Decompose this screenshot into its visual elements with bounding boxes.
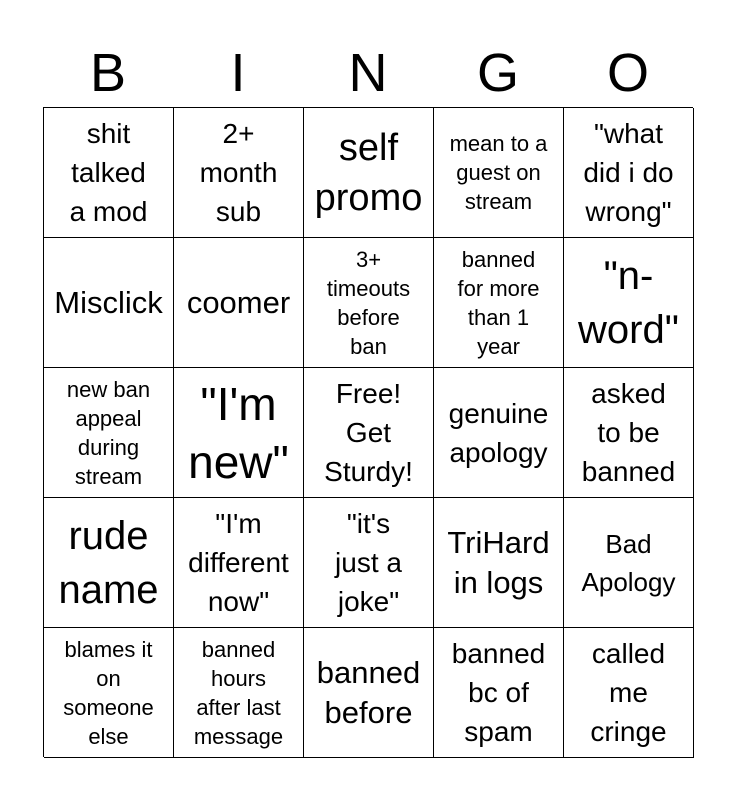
cell-text: self promo [314,126,423,219]
bingo-cell[interactable] [564,498,694,628]
bingo-cell[interactable] [564,238,694,368]
cell-text: genuine apology [448,397,549,468]
cell-text: Misclick [54,284,163,320]
cell-text: TriHard in logs [447,524,550,600]
cell-text: called me cringe [590,638,667,747]
bingo-cell[interactable] [434,108,564,238]
bingo-cell[interactable] [44,368,174,498]
cell-text: banned hours after last message [193,636,284,749]
bingo-cell[interactable] [44,108,174,238]
header-letter-i: I [230,43,246,103]
cell-text: Free! Get Sturdy! [324,378,413,487]
bingo-cell[interactable] [174,498,304,628]
cell-text: blames it on someone else [63,636,154,749]
cell-text: banned for more than 1 year [457,246,540,359]
bingo-cell[interactable] [564,368,694,498]
cell-text: banned before [316,654,421,730]
bingo-cell[interactable] [44,498,174,628]
cell-text: mean to a guest on stream [449,131,548,214]
bingo-cell[interactable] [174,108,304,238]
header-letter-n: N [348,43,388,103]
cell-text: shit talked a mod [69,118,148,227]
cell-text: 3+ timeouts before ban [326,246,411,359]
header-letter-g: G [476,43,519,103]
bingo-cell[interactable] [434,238,564,368]
cell-text: 2+ month sub [199,118,278,227]
bingo-cell[interactable] [174,628,304,758]
cell-text: "it's just a joke" [335,508,402,617]
bingo-cell[interactable] [434,628,564,758]
bingo-board [43,107,693,757]
cell-text: Bad Apology [581,528,676,597]
cell-text: "n- word" [578,253,679,352]
bingo-cell[interactable] [564,628,694,758]
header-letter-o: O [606,43,649,103]
cell-text: asked to be banned [581,378,676,487]
bingo-cell[interactable] [304,498,434,628]
bingo-cell[interactable] [434,368,564,498]
bingo-cell[interactable] [174,368,304,498]
cell-text: banned bc of spam [451,638,546,747]
bingo-cell[interactable] [44,238,174,368]
bingo-cell[interactable] [564,108,694,238]
cell-text: coomer [186,284,291,320]
header-letter-b: B [89,43,127,103]
cell-text: "I'm different now" [188,508,289,617]
cell-text: "what did i do wrong" [583,118,674,227]
bingo-cell[interactable] [434,498,564,628]
bingo-cell[interactable] [304,368,434,498]
bingo-cell[interactable] [44,628,174,758]
bingo-cell[interactable] [304,238,434,368]
cell-text: rude name [58,513,159,612]
cell-text: "I'm new" [188,377,289,488]
bingo-cell[interactable] [174,238,304,368]
bingo-header [43,42,693,104]
bingo-cell[interactable] [304,108,434,238]
bingo-cell[interactable] [304,628,434,758]
cell-text: new ban appeal during stream [66,376,151,489]
